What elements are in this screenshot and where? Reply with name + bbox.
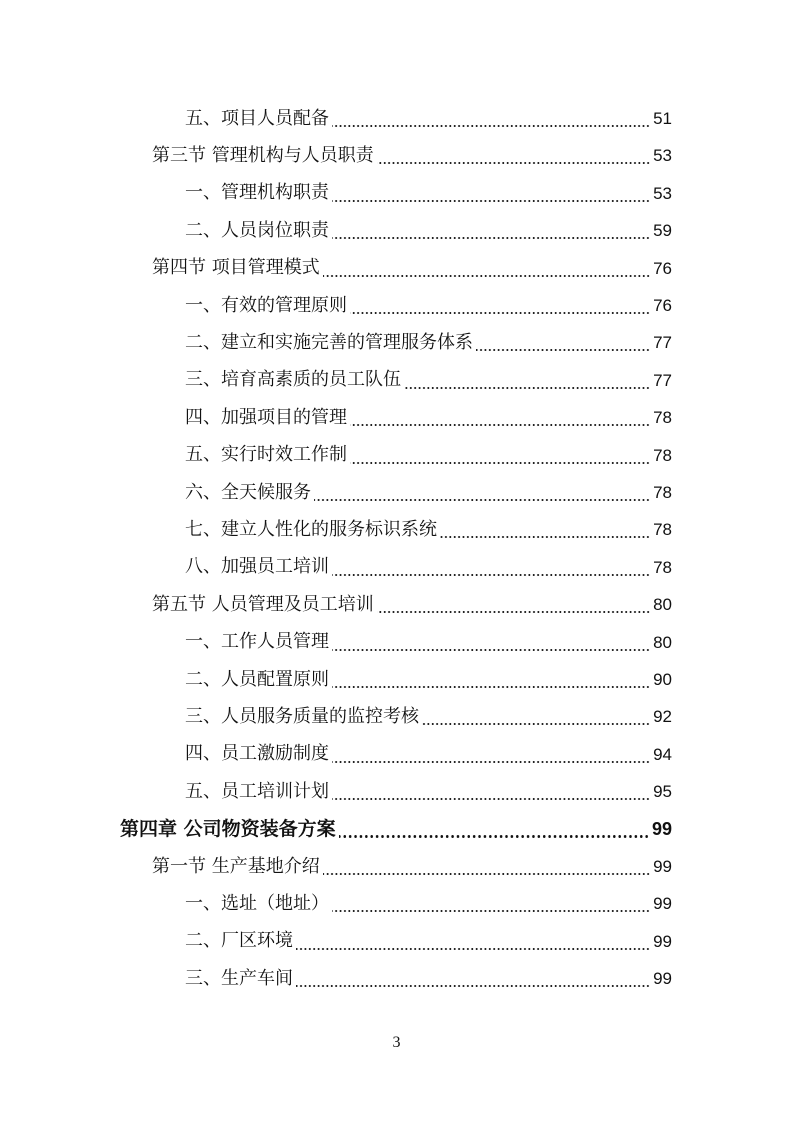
dot-leader (350, 424, 650, 426)
dot-leader (332, 237, 650, 239)
toc-entry-title: 三、人员服务质量的监控考核 (185, 705, 419, 727)
toc-entry (185, 885, 672, 922)
toc-entry-page: 80 (653, 595, 672, 615)
toc-entry-title: 二、建立和实施完善的管理服务体系 (185, 331, 473, 353)
toc-entry-page: 94 (653, 744, 672, 764)
toc-entry (185, 287, 672, 324)
toc-entry (185, 100, 672, 137)
toc-entry-title: 一、有效的管理原则 (185, 294, 347, 316)
dot-leader (332, 761, 650, 763)
toc-entry-title: 六、全天候服务 (185, 481, 311, 503)
toc-entry (185, 698, 672, 735)
toc-entry-page: 90 (653, 670, 672, 689)
toc-entry-title: 一、工作人员管理 (185, 631, 329, 653)
toc-entry (152, 848, 672, 885)
toc-entry-page: 53 (653, 146, 672, 166)
toc-entry-page: 78 (653, 445, 672, 465)
dot-leader (296, 948, 650, 950)
dot-leader (332, 574, 650, 576)
dot-leader (323, 275, 650, 277)
toc-entry-page: 59 (653, 221, 672, 241)
dot-leader (332, 910, 650, 912)
toc-entry-page: 99 (653, 931, 672, 951)
dot-leader (377, 611, 650, 613)
toc-entry-title: 第三节 管理机构与人员职责 (152, 144, 374, 166)
toc-entry (185, 923, 672, 960)
dot-leader (332, 125, 650, 127)
toc-entry-page: 78 (653, 557, 672, 577)
dot-leader (332, 200, 650, 202)
toc-entry-page: 95 (653, 782, 672, 802)
toc-entry (185, 773, 672, 810)
dot-leader (314, 499, 650, 501)
toc-entry-page: 53 (653, 183, 672, 203)
toc-entry-page: 76 (653, 258, 672, 278)
toc-entry (185, 175, 672, 212)
toc-entry-title: 三、生产车间 (185, 967, 293, 989)
dot-leader (404, 387, 650, 389)
toc-entry (185, 511, 672, 548)
dot-leader (332, 798, 650, 800)
toc-entry-page: 99 (653, 894, 672, 914)
toc-entry (185, 324, 672, 361)
dot-leader (323, 873, 650, 875)
toc-entry (152, 250, 672, 287)
toc-entry-title: 四、加强项目的管理 (185, 406, 347, 428)
toc-entry-page: 78 (653, 483, 672, 502)
toc-entry (185, 212, 672, 249)
toc-entry-title: 一、管理机构职责 (185, 182, 329, 204)
toc-entry (152, 586, 672, 623)
page-number: 3 (392, 1034, 401, 1051)
toc-entry-page: 77 (653, 333, 672, 353)
toc-entry-page: 99 (651, 819, 672, 840)
toc-entry-page: 78 (653, 408, 672, 428)
toc-entry-title: 八、加强员工培训 (185, 556, 329, 578)
toc-entry-title: 二、厂区环境 (185, 930, 293, 952)
toc-entry-title: 五、实行时效工作制 (185, 444, 347, 466)
toc-entry (185, 362, 672, 399)
toc-entry-page: 92 (653, 707, 672, 727)
toc-entry-page: 51 (653, 109, 672, 128)
toc-entry (120, 811, 672, 848)
dot-leader (476, 349, 650, 351)
dot-leader (332, 686, 650, 688)
toc-entry (185, 474, 672, 511)
dot-leader (440, 536, 650, 538)
dot-leader (422, 723, 650, 725)
toc-entry-page: 80 (653, 632, 672, 652)
toc-entry (185, 960, 672, 997)
toc-entry (185, 549, 672, 586)
toc-entry-title: 四、员工激励制度 (185, 743, 329, 765)
toc-entry (152, 137, 672, 174)
toc-entry-title: 二、人员岗位职责 (185, 219, 329, 241)
toc-entry (185, 437, 672, 474)
toc-entry (185, 624, 672, 661)
dot-leader (350, 312, 650, 314)
toc-entry-title: 五、项目人员配备 (185, 107, 329, 129)
toc-entry (185, 736, 672, 773)
toc-entry-page: 78 (653, 520, 672, 540)
toc-entry-title: 第五节 人员管理及员工培训 (152, 593, 374, 615)
toc-entry (185, 661, 672, 698)
toc-entry-title: 第四节 项目管理模式 (152, 257, 320, 279)
toc-entry-title: 一、选址（地址） (185, 892, 329, 914)
toc-entry-page: 77 (653, 370, 672, 390)
dot-leader (332, 649, 650, 651)
toc-entry-page: 99 (653, 857, 672, 876)
toc-entry-page: 76 (653, 296, 672, 315)
toc-entry-title: 第一节 生产基地介绍 (152, 855, 320, 877)
dot-leader (377, 162, 650, 164)
toc-entry-title: 第四章 公司物资装备方案 (120, 817, 336, 840)
dot-leader (350, 462, 650, 464)
toc-entry-title: 三、培育高素质的员工队伍 (185, 369, 401, 391)
toc-entry-page: 99 (653, 969, 672, 989)
toc-entry-title: 七、建立人性化的服务标识系统 (185, 518, 437, 540)
toc-entry-title: 二、人员配置原则 (185, 668, 329, 690)
dot-leader (296, 985, 650, 987)
toc-entry-title: 五、员工培训计划 (185, 780, 329, 802)
dot-leader (339, 835, 649, 838)
toc-entry (185, 399, 672, 436)
